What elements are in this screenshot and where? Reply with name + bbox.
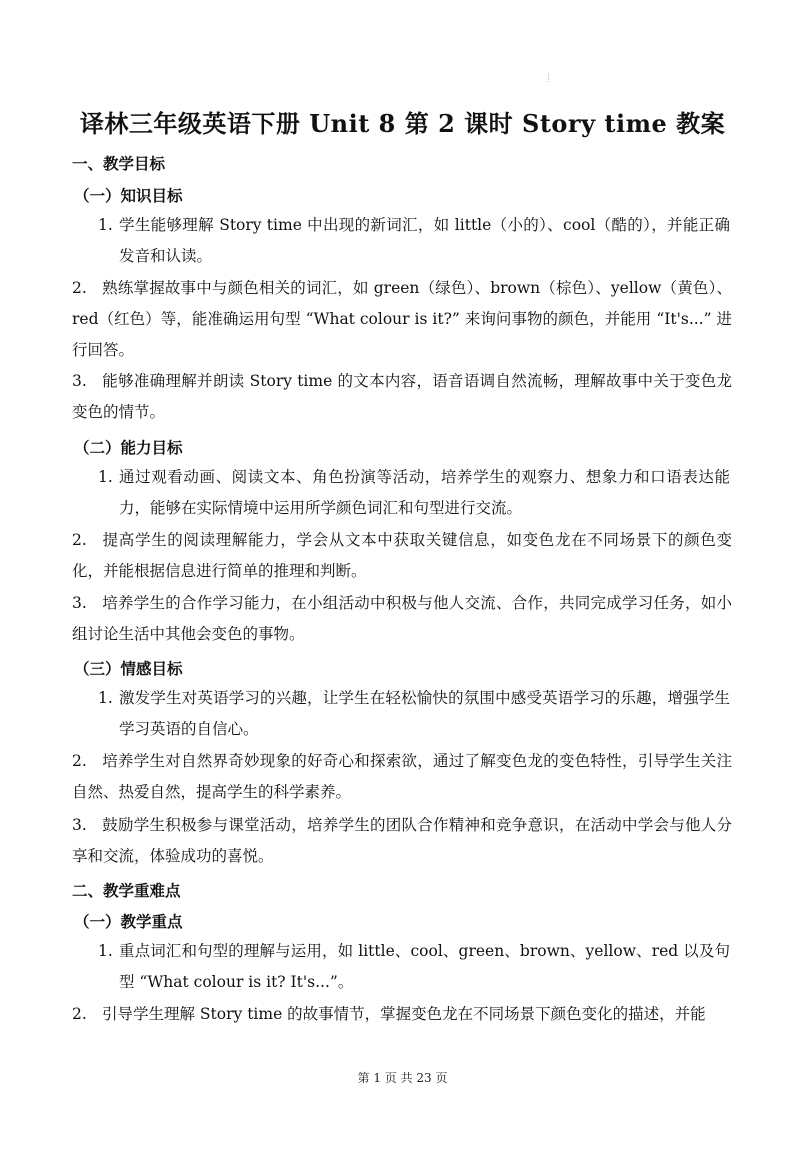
item-text: 学生能够理解 Story time 中出现的新词汇，如 little（小的）、cool（酷的），并能正确发音和认读。 [119,216,730,265]
item-number: 2. [72,1005,87,1023]
item-text: 通过观看动画、阅读文本、角色扮演等活动，培养学生的观察力、想象力和口语表达能力，能够在实际情境中运用所学颜色词汇和句型进行交流。 [119,468,730,517]
item-text: 提高学生的阅读理解能力，学会从文本中获取关键信息，如变色龙在不同场景下的颜色变化，并能根据信息进行简单的推理和判断。 [72,531,732,580]
section-heading-objectives: 一、教学目标 [72,154,166,173]
list-item [72,366,732,428]
list-item [72,999,732,1030]
item-text: 培养学生的合作学习能力，在小组活动中积极与他人交流、合作，共同完成学习任务，如小组讨论生活中其他会变色的事物。 [72,594,732,643]
item-number: 2. [72,531,87,549]
list-item [72,810,732,872]
item-number: 2. [72,279,87,297]
list-item [72,525,732,587]
item-text: 熟练掌握故事中与颜色相关的词汇，如 green（绿色）、brown（棕色）、yellow（黄色）、red（红色）等，能准确运用句型 “What colour is it?” 来询问事物的颜色，并能用 “It's...” 进行回答。 [72,279,732,359]
item-text: 引导学生理解 Story time 的故事情节，掌握变色龙在不同场景下颜色变化的描述，并能 [102,1005,706,1023]
item-number: 3. [72,372,87,390]
subsection-heading-knowledge: （一）知识目标 [74,186,183,205]
item-number: 1. [98,216,113,234]
item-number: 1. [98,942,113,960]
list-item [98,210,730,272]
item-number: 3. [72,594,87,612]
margin-mark [548,73,550,82]
item-text: 能够准确理解并朗读 Story time 的文本内容，语音语调自然流畅，理解故事中关于变色龙变色的情节。 [72,372,732,421]
item-number: 1. [98,468,113,486]
list-item [72,746,732,808]
list-item [72,588,732,650]
list-item [98,683,730,745]
item-text: 激发学生对英语学习的兴趣，让学生在轻松愉快的氛围中感受英语学习的乐趣，增强学生学习英语的自信心。 [119,689,730,738]
item-number: 3. [72,816,87,834]
item-text: 培养学生对自然界奇妙现象的好奇心和探索欲，通过了解变色龙的变色特性，引导学生关注自然、热爱自然，提高学生的科学素养。 [72,752,732,801]
page-footer: 第 1 页 共 23 页 [357,1071,448,1085]
subsection-heading-ability: （二）能力目标 [74,438,183,457]
subsection-heading-emotion: （三）情感目标 [74,659,183,678]
section-heading-key-points: 二、教学重难点 [72,881,181,900]
list-item [98,462,730,524]
subsection-heading-focus: （一）教学重点 [74,912,183,931]
item-text: 鼓励学生积极参与课堂活动，培养学生的团队合作精神和竞争意识，在活动中学会与他人分享和交流，体验成功的喜悦。 [72,816,732,865]
document-title: 译林三年级英语下册 Unit 8 第 2 课时 Story time 教案 [79,109,726,138]
item-number: 1. [98,689,113,707]
list-item [98,936,730,998]
item-text: 重点词汇和句型的理解与运用，如 little、cool、green、brown、yellow、red 以及句型 “What colour is it? It's...”。 [119,942,730,991]
item-number: 2. [72,752,87,770]
list-item [72,273,732,366]
